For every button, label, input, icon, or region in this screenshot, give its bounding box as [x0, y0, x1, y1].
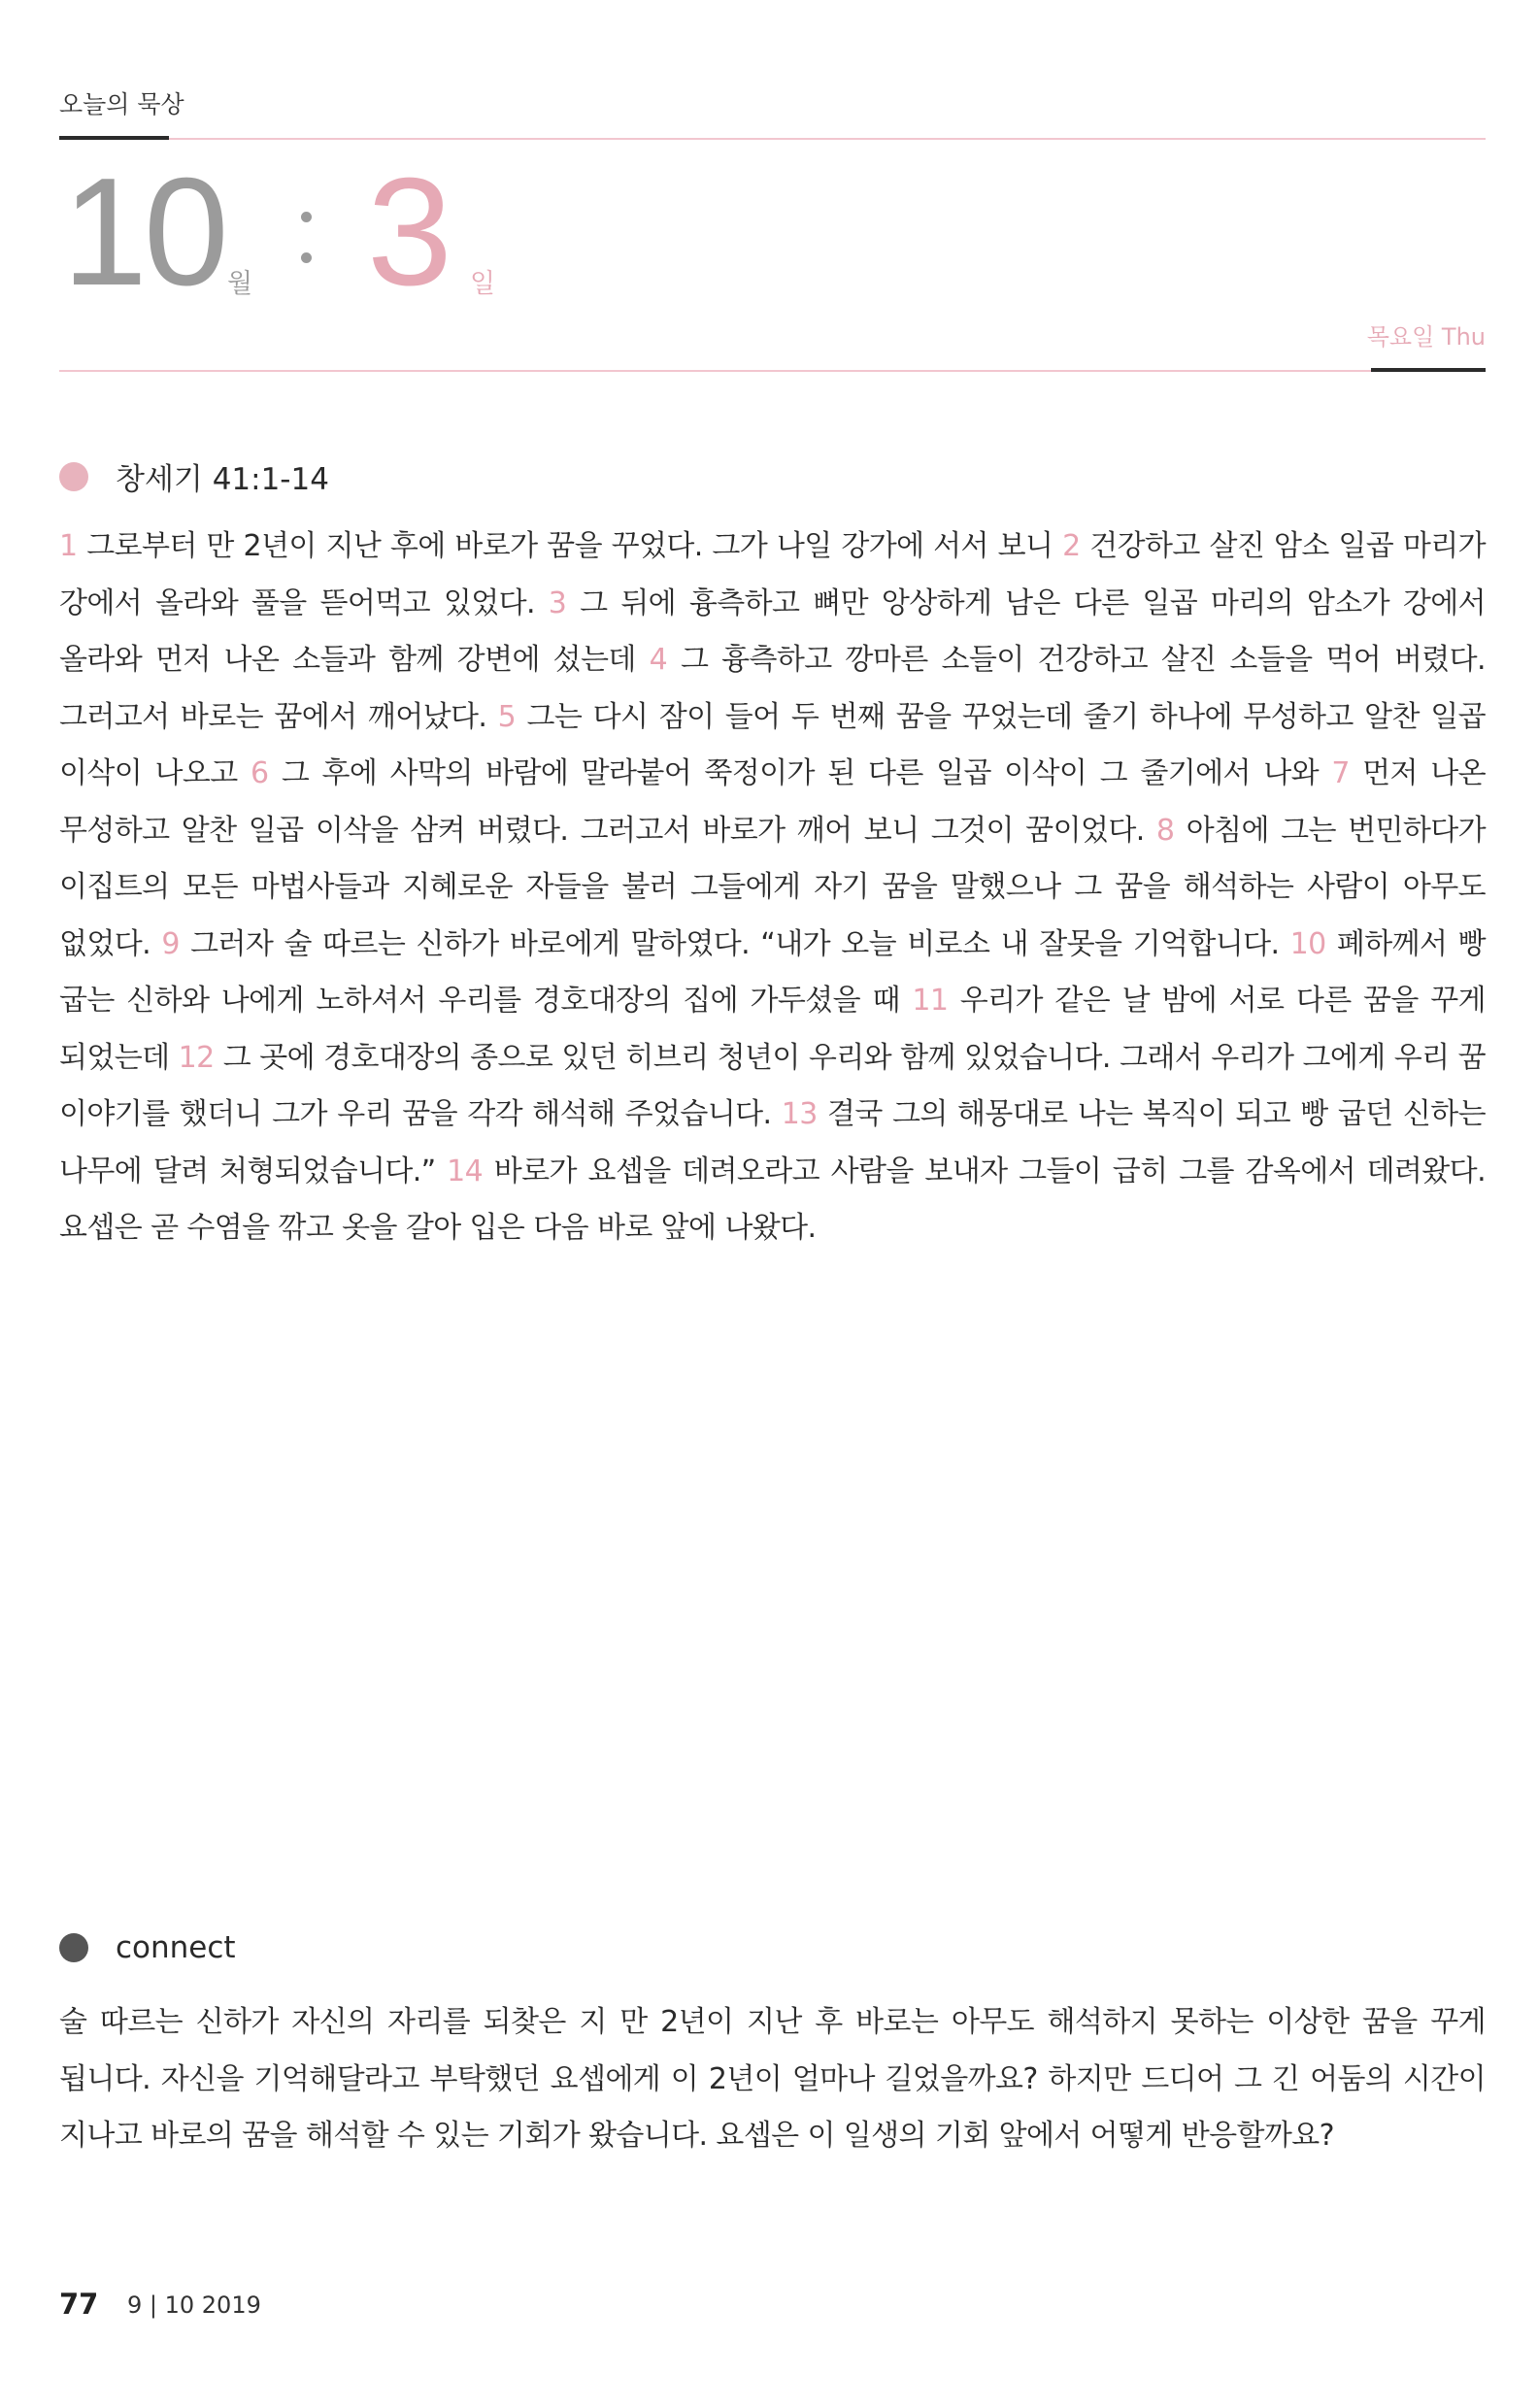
verse-text: 그 후에 사막의 바람에 말라붙어 쭉정이가 된 다른 일곱 이삭이 그 줄기에서 나와 [281, 756, 1319, 790]
verse-text: 결국 그의 해몽대로 나는 복직이 되고 빵 굽던 신하는 나무에 달려 처형되었습니다.” [59, 1097, 1487, 1188]
scripture-reference: 창세기 41:1-14 [116, 462, 329, 497]
verse-text: 우리가 같은 날 밤에 서로 다른 꿈을 꾸게 되었는데 [59, 984, 1487, 1075]
verse-number: 12 [178, 1040, 215, 1075]
issue-label: 9 | 10 2019 [127, 2291, 261, 2319]
connect-bullet-icon [59, 1933, 88, 1962]
connect-heading [59, 1930, 236, 1965]
verse-text: 건강하고 살진 암소 일곱 마리가 강에서 올라와 풀을 뜯어먹고 있었다. [59, 529, 1487, 620]
verse-number: 9 [161, 926, 180, 961]
verse-text: 그 흉측하고 깡마른 소들이 건강하고 살진 소들을 먹어 버렸다. 그러고서 바로는 꿈에서 깨어났다. [59, 643, 1486, 734]
verse-text: 그로부터 만 2년이 지난 후에 바로가 꿈을 꾸었다. 그가 나일 강가에 서서 보니 [86, 529, 1053, 563]
verse-text: 폐하께서 빵 굽는 신하와 나에게 노하셔서 우리를 경호대장의 집에 가두셨을 때 [59, 926, 1487, 1018]
verse-text: 아침에 그는 번민하다가 이집트의 모든 마법사들과 지혜로운 자들을 불러 그들에게 자기 꿈을 말했으나 그 꿈을 해석하는 사람이 아무도 없었다. [59, 813, 1487, 961]
verse-text: 그는 다시 잠이 들어 두 번째 꿈을 꾸었는데 줄기 하나에 무성하고 알찬 일곱 이삭이 나오고 [59, 699, 1486, 790]
verse-number: 14 [447, 1154, 484, 1188]
verse-number: 1 [59, 529, 78, 563]
header-divider [59, 138, 1486, 140]
verse-number: 3 [548, 585, 567, 620]
date-day: 3 [367, 147, 452, 318]
date-month-unit: 월 [227, 269, 253, 299]
verse-number: 7 [1331, 756, 1350, 790]
connect-text: 술 따르는 신하가 자신의 자리를 되찾은 지 만 2년이 지난 후 바로는 아무도 해석하지 못하는 이상한 꿈을 꾸게 됩니다. 자신을 기억해달라고 부탁했던 요셉에게 이 2년이 얼마나 길었을까요? 하지만 드디어 그 긴 어둠의 시간이 지나고 바로의 꿈을 해석할 수 있는 기회가 왔습니다. 요셉은 이 일생의 기회 앞에서 어떻게 반응할까요? [59, 2005, 1486, 2153]
verse-number: 5 [497, 699, 517, 734]
page-number: 77 [59, 2288, 99, 2321]
date-month: 10 [62, 147, 225, 318]
verse-text: 그러자 술 따르는 신하가 바로에게 말하였다. “내가 오늘 비로소 내 잘못을 기억합니다. [190, 926, 1280, 961]
verse-number: 10 [1289, 926, 1326, 961]
verse-text: 그 뒤에 흉측하고 뼈만 앙상하게 남은 다른 일곱 마리의 암소가 강에서 올라와 먼저 나온 소들과 함께 강변에 섰는데 [59, 585, 1486, 677]
verse-number: 11 [912, 984, 949, 1018]
verse-text: 바로가 요셉을 데려오라고 사람을 보내자 그들이 급히 그를 감옥에서 데려왔다. 요셉은 곧 수염을 깎고 옷을 갈아 입은 다음 바로 앞에 나왔다. [59, 1154, 1486, 1245]
verse-text: 그 곳에 경호대장의 종으로 있던 히브리 청년이 우리와 함께 있었습니다. 그래서 우리가 그에게 우리 꿈 이야기를 했더니 그가 우리 꿈을 각각 해석해 주었습니다. [59, 1040, 1486, 1131]
verse-number: 6 [250, 756, 269, 790]
connect-title: connect [116, 1930, 236, 1965]
date-colon [299, 204, 313, 270]
scripture-bullet-icon [59, 462, 88, 491]
date-day-unit: 일 [470, 269, 496, 299]
weekday-underline [1371, 368, 1486, 372]
scripture-passage [59, 518, 1486, 1257]
weekday-label: 목요일 Thu [1366, 323, 1486, 351]
date-divider [59, 370, 1486, 372]
verse-number: 2 [1062, 529, 1081, 563]
verse-number: 8 [1155, 813, 1175, 848]
header-underline [59, 136, 169, 140]
header-label: 오늘의 묵상 [59, 90, 184, 118]
scripture-heading [59, 454, 329, 498]
verse-number: 13 [781, 1097, 818, 1131]
verse-number: 4 [649, 643, 668, 677]
verse-text: 먼저 나온 무성하고 알찬 일곱 이삭을 삼켜 버렸다. 그러고서 바로가 깨어 보니 그것이 꿈이었다. [59, 756, 1487, 848]
